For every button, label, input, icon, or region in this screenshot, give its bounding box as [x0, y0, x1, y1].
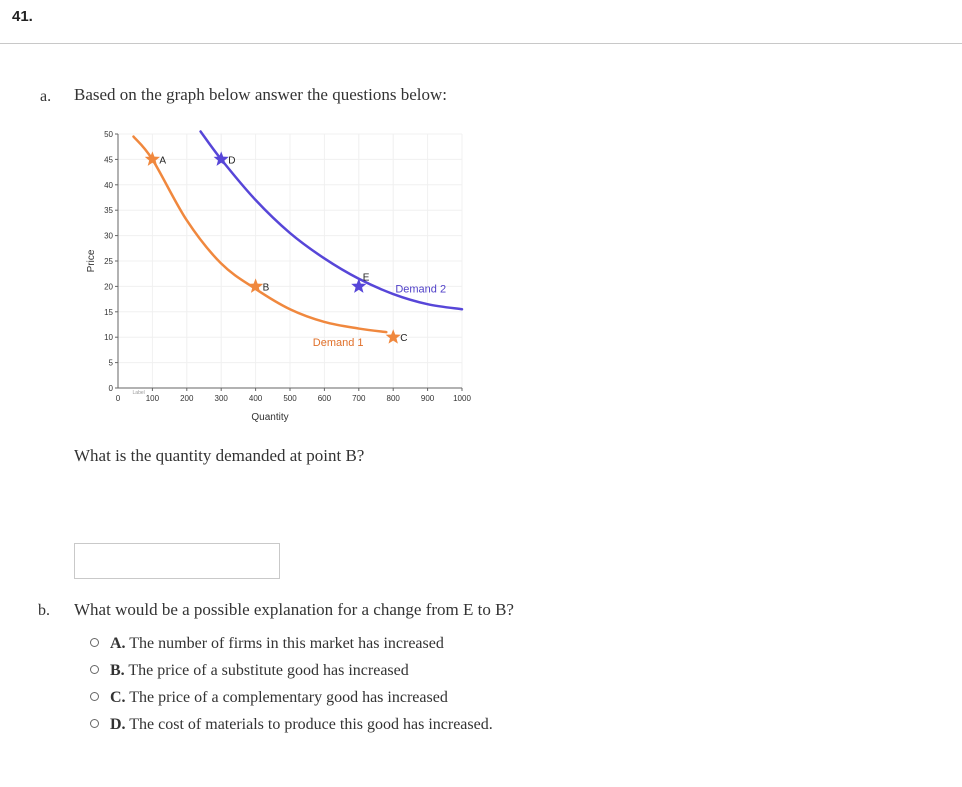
- y-tick-label: 30: [104, 231, 113, 241]
- option-a-text: The number of firms in this market has increased: [129, 635, 444, 652]
- chart-labels: [313, 283, 446, 348]
- y-tick-label: 15: [104, 307, 113, 317]
- demand-curve-1: [133, 137, 386, 333]
- option-a-letter: A.: [110, 635, 126, 652]
- y-tick-label: 50: [104, 130, 113, 139]
- x-tick-label: 100: [145, 394, 160, 403]
- x-tick-label: 900: [420, 394, 435, 403]
- x-tick-label: 300: [214, 394, 228, 403]
- header-divider: [0, 43, 962, 44]
- chart-points: [145, 151, 408, 344]
- chart-series: [133, 131, 462, 332]
- y-tick-label: 5: [108, 358, 113, 368]
- option-d[interactable]: [90, 716, 493, 734]
- demand-chart: [80, 125, 480, 435]
- y-tick-label: 45: [104, 155, 113, 165]
- y-tick-label: 0: [108, 384, 113, 393]
- option-d-text: The cost of materials to produce this good has increased.: [129, 716, 493, 733]
- option-c-letter: C.: [110, 689, 126, 706]
- x-tick-label: 400: [248, 394, 263, 403]
- x-tick-label: 200: [180, 394, 194, 403]
- option-d-radio[interactable]: [90, 719, 99, 728]
- option-c-text: The price of a complementary good has increased: [129, 689, 448, 706]
- y-axis-label: Price: [86, 249, 97, 273]
- x-axis-label: Quantity: [251, 412, 289, 423]
- option-c-radio[interactable]: [90, 692, 99, 701]
- x-tick-label: 600: [317, 394, 332, 403]
- point-b-label: B: [262, 282, 270, 294]
- option-b-text: The price of a substitute good has increased: [128, 662, 409, 679]
- x-tick-label: 800: [386, 394, 400, 403]
- y-tick-label: 25: [104, 257, 113, 266]
- answer-input[interactable]: [74, 543, 280, 579]
- option-a[interactable]: [90, 635, 444, 653]
- option-b[interactable]: [90, 662, 409, 680]
- point-d-label: D: [228, 155, 236, 167]
- y-tick-label: 35: [104, 206, 113, 216]
- part-a-marker: a.: [40, 88, 52, 105]
- y-tick-label: 20: [104, 282, 113, 292]
- point-e-label: E: [362, 272, 370, 284]
- option-b-radio[interactable]: [90, 665, 99, 674]
- chart-axes: [86, 130, 471, 423]
- option-a-radio[interactable]: [90, 638, 99, 647]
- x-tick-label: 500: [283, 394, 297, 403]
- series-label-1: Demand 1: [312, 336, 364, 349]
- point-c-label: C: [400, 333, 408, 345]
- x-tick-label: 1000: [453, 394, 471, 403]
- y-tick-label: 10: [104, 333, 113, 343]
- y-tick-label: 40: [104, 180, 113, 190]
- part-a-subquestion: What is the quantity demanded at point B?: [74, 446, 365, 465]
- part-b-marker: b.: [38, 602, 50, 619]
- point-a-label: A: [159, 155, 167, 167]
- series-label-2: Demand 2: [395, 283, 447, 296]
- option-c[interactable]: [90, 689, 448, 707]
- chart-grid: [118, 134, 462, 388]
- option-b-letter: B.: [110, 662, 125, 679]
- question-number: 41.: [12, 8, 33, 25]
- x-tick-label: 700: [352, 394, 366, 403]
- part-b-prompt: What would be a possible explanation for a change from E to B?: [74, 600, 514, 619]
- part-a-prompt: Based on the graph below answer the questions below:: [74, 85, 447, 104]
- x-origin-label: 0: [115, 394, 121, 403]
- faint-tick-label: Label: [132, 390, 145, 396]
- option-d-letter: D.: [110, 716, 126, 733]
